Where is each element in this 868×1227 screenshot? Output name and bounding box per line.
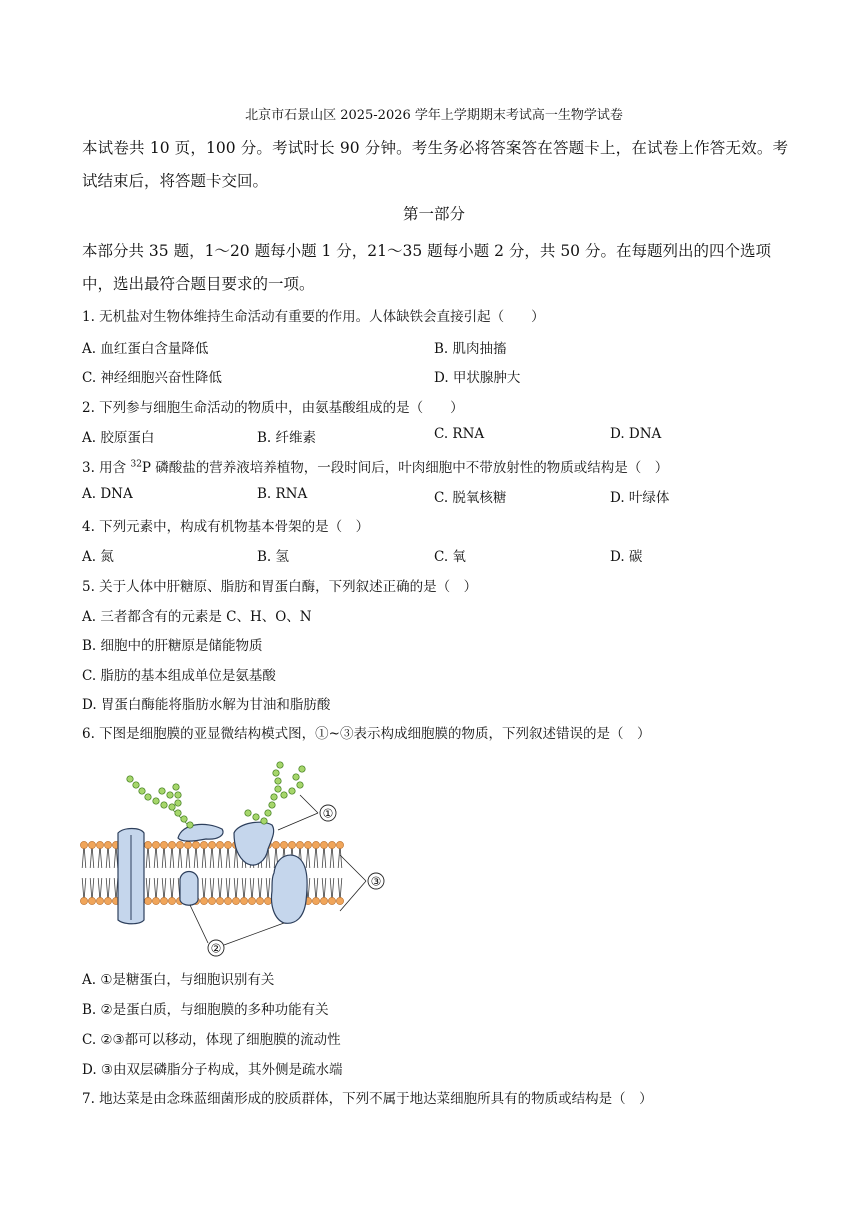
question-7-stem: 7. 地达菜是由念珠蓝细菌形成的胶质群体，下列不属于地达菜细胞所具有的物质或结构是（ ）	[82, 1091, 653, 1107]
phospholipid-inner	[160, 878, 167, 905]
phospholipid-inner	[224, 878, 231, 905]
exam-instructions: 本试卷共 10 页，100 分。考试时长 90 分钟。考生务必将答案答在答题卡上，在试卷上作答无效。考试结束后，将答题卡交回。	[82, 139, 788, 190]
phospholipid-outer	[184, 841, 191, 868]
phospholipid-outer	[88, 841, 95, 868]
sugar-chain-right	[245, 762, 305, 824]
phospholipid-outer	[152, 841, 159, 868]
phospholipid-outer	[312, 841, 319, 868]
question-4-option-b: B. 氢	[257, 549, 290, 565]
question-1-stem: 1. 无机盐对生物体维持生命活动有重要的作用。人体缺铁会直接引起（ ）	[82, 309, 545, 325]
label-2: ②	[210, 941, 222, 956]
embedded-protein-upper	[234, 822, 274, 865]
phospholipid-inner	[336, 878, 343, 905]
question-4-option-a: A. 氮	[82, 549, 114, 565]
phospholipid-outer	[176, 841, 183, 868]
question-3-stem-prefix: 3. 用含	[82, 460, 131, 476]
question-3-option-c: C. 脱氧核糖	[434, 490, 507, 506]
phospholipid-outer	[336, 841, 343, 868]
section-title: 第一部分	[402, 205, 465, 223]
phospholipid-outer	[320, 841, 327, 868]
question-5-option-c: C. 脂肪的基本组成单位是氨基酸	[82, 668, 276, 684]
question-2-option-b: B. 纤维素	[257, 430, 317, 446]
phospholipid-inner	[320, 878, 327, 905]
phospholipid-inner	[256, 878, 263, 905]
question-3-stem	[82, 456, 668, 476]
phospholipid-inner	[152, 878, 159, 905]
phospholipid-outer	[328, 841, 335, 868]
question-1-option-b: B. 肌肉抽搐	[434, 341, 507, 357]
phospholipid-inner	[312, 878, 319, 905]
phospholipid-outer	[304, 841, 311, 868]
phospholipid-outer	[216, 841, 223, 868]
phospholipid-outer	[96, 841, 103, 868]
embedded-protein-lower	[272, 855, 308, 923]
phospholipid-inner	[168, 878, 175, 905]
phospholipid-inner	[232, 878, 239, 905]
label-1: ①	[322, 806, 334, 821]
question-6-option-d: D. ③由双层磷脂分子构成，其外侧是疏水端	[82, 1062, 343, 1078]
protein-marker-2	[180, 872, 198, 906]
question-3-stem-suffix: P 磷酸盐的营养液培养植物，一段时间后，叶肉细胞中不带放射性的物质或结构是（ ）	[141, 460, 669, 476]
question-6-option-b: B. ②是蛋白质，与细胞膜的多种功能有关	[82, 1002, 329, 1018]
phospholipid-inner	[240, 878, 247, 905]
phospholipid-outer	[104, 841, 111, 868]
question-2-option-c: C. RNA	[434, 426, 485, 442]
phospholipid-inner	[208, 878, 215, 905]
phospholipid-inner	[104, 878, 111, 905]
question-5-option-b: B. 细胞中的肝糖原是储能物质	[82, 638, 263, 654]
question-5-stem: 5. 关于人体中肝糖原、脂肪和胃蛋白酶，下列叙述正确的是（ ）	[82, 579, 478, 595]
phospholipid-inner	[216, 878, 223, 905]
question-3-option-d: D. 叶绿体	[610, 490, 670, 506]
cell-membrane-diagram	[78, 755, 398, 965]
phospholipid-inner	[88, 878, 95, 905]
exam-title: 北京市石景山区 2025-2026 学年上学期期末考试高一生物学试卷	[245, 108, 623, 123]
phospholipid-inner	[80, 878, 87, 905]
question-1-option-c: C. 神经细胞兴奋性降低	[82, 370, 222, 386]
phospholipid-outer	[144, 841, 151, 868]
phospholipid-outer	[224, 841, 231, 868]
question-1-option-a: A. 血红蛋白含量降低	[82, 341, 209, 357]
question-4-option-d: D. 碳	[610, 549, 643, 565]
question-4-stem: 4. 下列元素中，构成有机物基本骨架的是（ ）	[82, 519, 370, 535]
phospholipid-inner	[248, 878, 255, 905]
phospholipid-inner	[264, 878, 271, 905]
phospholipid-inner	[328, 878, 335, 905]
phospholipid-outer	[160, 841, 167, 868]
question-2-option-a: A. 胶原蛋白	[82, 430, 155, 446]
phospholipid-outer	[208, 841, 215, 868]
phospholipid-outer	[192, 841, 199, 868]
question-6-option-c: C. ②③都可以移动，体现了细胞膜的流动性	[82, 1032, 341, 1048]
question-5-option-d: D. 胃蛋白酶能将脂肪水解为甘油和脂肪酸	[82, 697, 331, 713]
question-4-option-c: C. 氧	[434, 549, 466, 565]
phospholipid-inner	[96, 878, 103, 905]
phospholipid-outer	[80, 841, 87, 868]
label-3: ③	[370, 874, 382, 889]
section-description: 本部分共 35 题，1～20 题每小题 1 分，21～35 题每小题 2 分，共 50 分。在每题列出的四个选项中，选出最符合题目要求的一项。	[82, 242, 771, 293]
question-2-option-d: D. DNA	[610, 426, 662, 442]
glycoprotein-outer	[178, 824, 223, 841]
question-2-stem: 2. 下列参与细胞生命活动的物质中，由氨基酸组成的是（ ）	[82, 400, 464, 416]
question-1-option-d: D. 甲状腺肿大	[434, 370, 521, 386]
phospholipid-inner	[200, 878, 207, 905]
question-3-option-b: B. RNA	[257, 486, 308, 502]
question-3-option-a: A. DNA	[82, 486, 133, 502]
isotope-superscript: 32	[130, 459, 142, 470]
sugar-chain-left	[127, 776, 193, 828]
phospholipid-inner	[144, 878, 151, 905]
question-6-option-a: A. ①是糖蛋白，与细胞识别有关	[82, 972, 275, 988]
question-6-stem: 6. 下图是细胞膜的亚显微结构模式图，①~③表示构成细胞膜的物质，下列叙述错误的是（ ）	[82, 726, 651, 742]
phospholipid-outer	[200, 841, 207, 868]
phospholipid-outer	[168, 841, 175, 868]
question-5-option-a: A. 三者都含有的元素是 C、H、O、N	[82, 609, 312, 625]
